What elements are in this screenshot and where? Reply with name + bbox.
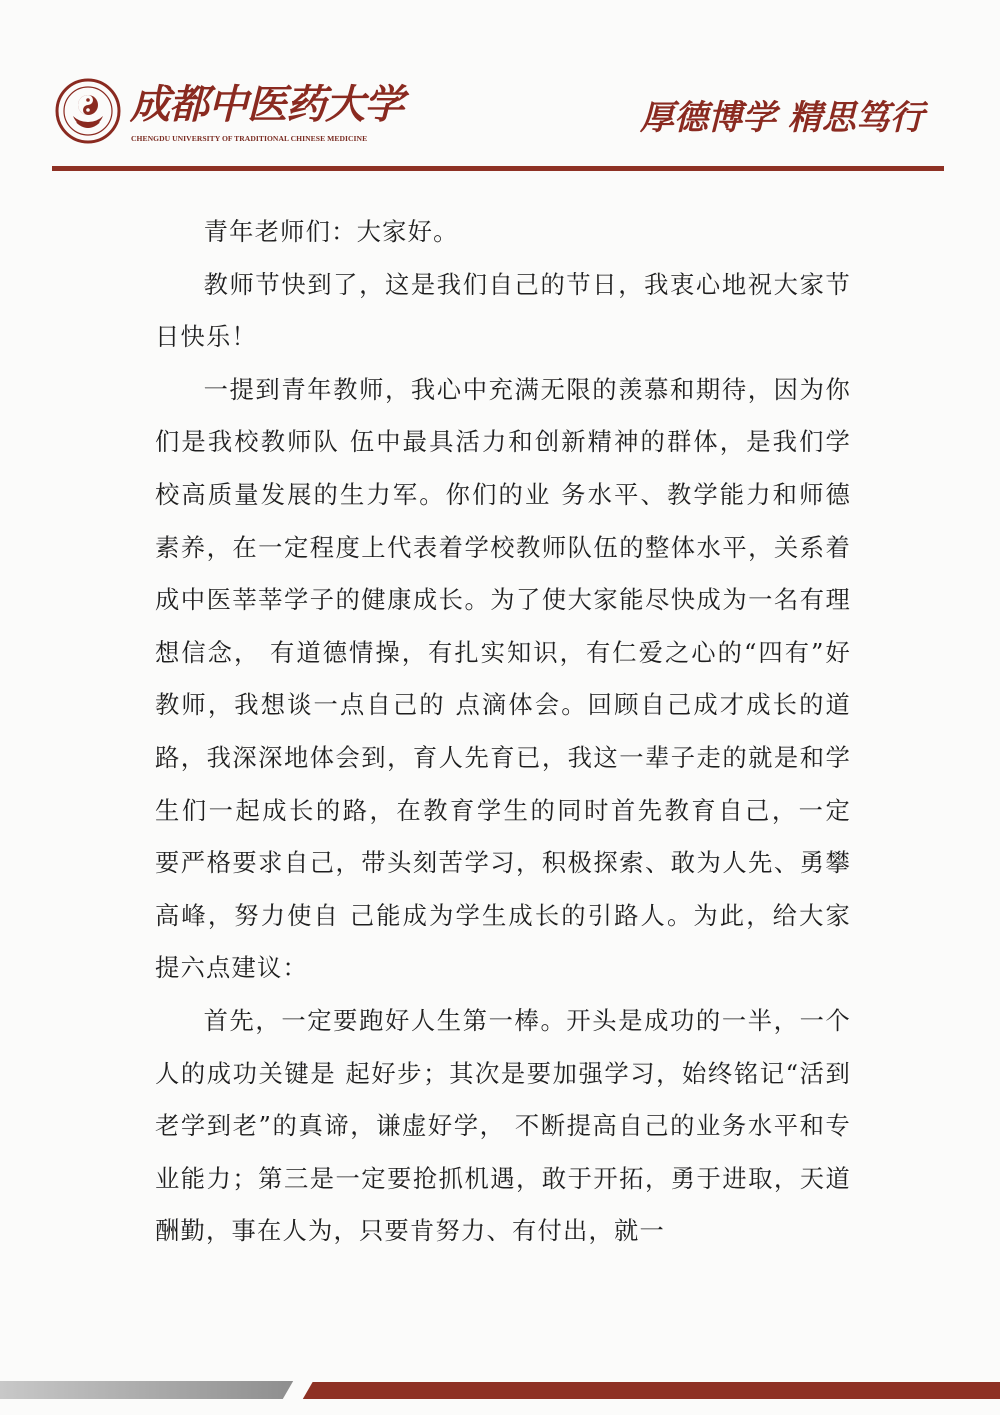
letter-body [155, 206, 851, 1258]
letter-paragraph: 教师节快到了，这是我们自己的节日，我衷心地祝大家节日快乐！ [155, 269, 851, 352]
university-name-en: CHENGDU UNIVERSITY OF TRADITIONAL CHINESE MEDICINE [131, 134, 368, 143]
letter-greeting: 青年老师们：大家好。 [203, 217, 459, 246]
letter-paragraph: 一提到青年教师，我心中充满无限的羡慕和期待，因为你们是我校教师队 伍中最具活力和创新精神的群体，是我们学校高质量发展的生力军。你们的业 务水平、教学能力和师德素养，在一定程度上代表着学校教师队伍的整体水平，关系着成中医莘莘学子的健康成长。为了使大家能尽快成为一名有理想信念， 有道德情操，有扎实知识，有仁爱之心的“四有”好教师，我想谈一点自己的 点滴体会。回顾自己成才成长的道路，我深深地体会到，育人先育已，我这一辈子走的就是和学生们一起成长的路，在教育学生的同时首先教育自己，一定 要严格要求自己，带头刻苦学习，积极探索、敢为人先、勇攀高峰，努力使自 己能成为学生成长的引路人。为此，给大家提六点建议： [155, 374, 851, 983]
letter-paragraph: 首先，一定要跑好人生第一棒。开头是成功的一半，一个人的成功关键是 起好步；其次是要加强学习，始终铭记“活到老学到老”的真谛，谦虚好学， 不断提高自己的业务水平和专业能力；第三是一定要抢抓机遇，敢于开拓，勇于进取，天道酬勤，事在人为，只要肯努力、有付出，就一 [155, 1005, 851, 1246]
university-name-cn: 成都中医药大学 [130, 81, 403, 128]
footer-band-red [294, 1382, 1000, 1399]
university-emblem-icon [55, 78, 121, 144]
header-divider [52, 166, 944, 171]
footer-band-grey [0, 1381, 300, 1399]
university-motto: 厚德博学 精思笃行 [640, 98, 924, 138]
letterhead [0, 0, 1000, 190]
